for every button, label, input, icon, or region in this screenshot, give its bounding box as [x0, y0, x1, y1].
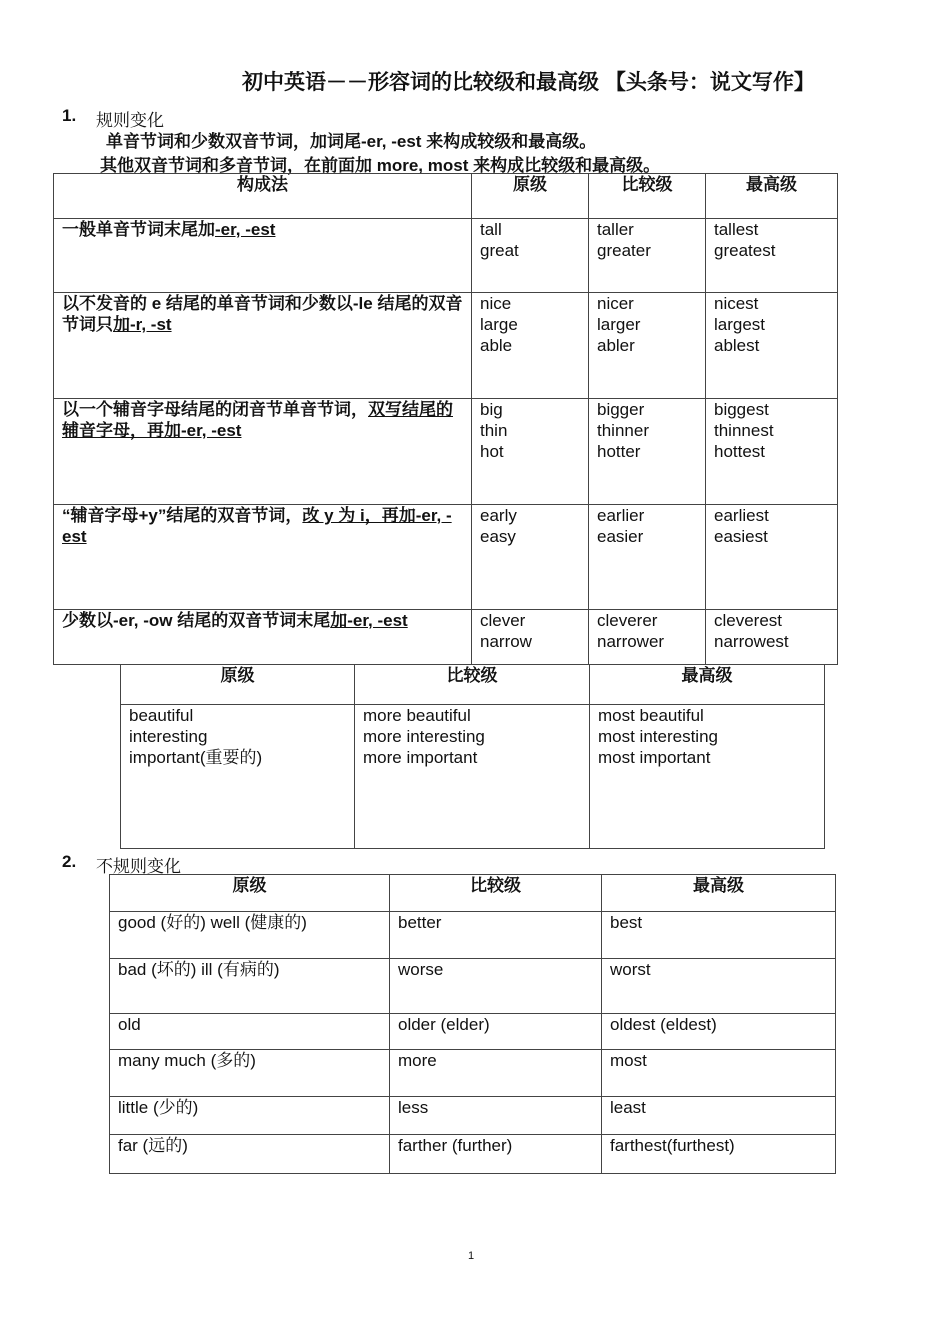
- comparative-word: more interesting: [363, 727, 485, 746]
- rule-underlined-text: 改 y 为 i，再加-er, -est: [62, 506, 452, 546]
- rule-text: 少数以-er, -ow 结尾的双音节词末尾: [62, 611, 331, 630]
- header-base: 原级: [121, 665, 355, 705]
- base-cell: many much (多的): [110, 1050, 390, 1097]
- header-superlative: 最高级: [590, 665, 825, 705]
- superlative-cell: [706, 505, 838, 610]
- base-cell: [472, 293, 589, 399]
- rule-text: 以不发音的 e 结尾的单音节词和少数以-le 结尾的双音节词只: [62, 294, 463, 334]
- comparative-word: nicer: [597, 294, 634, 313]
- table-header-row: [54, 174, 838, 219]
- header-superlative: 最高级: [706, 174, 838, 219]
- superlative-cell: [706, 219, 838, 293]
- base-word: easy: [480, 527, 516, 546]
- superlative-word: narrowest: [714, 632, 789, 651]
- base-cell: bad (坏的) ill (有病的): [110, 959, 390, 1014]
- base-cell: good (好的) well (健康的): [110, 912, 390, 959]
- header-method: 构成法: [54, 174, 472, 219]
- rule-underlined-text: -er, -est: [215, 220, 276, 239]
- superlative-word: biggest: [714, 400, 769, 419]
- header-base: 原级: [472, 174, 589, 219]
- superlative-word: most interesting: [598, 727, 718, 746]
- comparative-cell: better: [390, 912, 602, 959]
- base-cell: [472, 610, 589, 665]
- base-word: clever: [480, 611, 526, 630]
- header-superlative: 最高级: [602, 875, 836, 912]
- superlative-word: nicest: [714, 294, 759, 313]
- superlative-word: earliest: [714, 506, 769, 525]
- comparative-word: narrower: [597, 632, 665, 651]
- section-1-number: 1.: [62, 106, 77, 125]
- rule-cell: [54, 610, 472, 665]
- header-comparative: 比较级: [589, 174, 706, 219]
- comparative-cell: [589, 505, 706, 610]
- table-row: [54, 399, 838, 505]
- table-row: [110, 1050, 836, 1097]
- table-row: [110, 1014, 836, 1050]
- comparative-cell: [589, 399, 706, 505]
- base-cell: far (远的): [110, 1135, 390, 1174]
- rule-cell: [54, 293, 472, 399]
- comparative-word: easier: [597, 527, 644, 546]
- table-row: [54, 219, 838, 293]
- rule-underlined-text: 双写结尾的辅音字母，再加-er, -est: [62, 400, 453, 440]
- superlative-cell: worst: [602, 959, 836, 1014]
- superlative-cell: most: [602, 1050, 836, 1097]
- comparative-word: greater: [597, 241, 651, 260]
- superlative-cell: [706, 399, 838, 505]
- comparative-word: more beautiful: [363, 706, 471, 725]
- superlative-word: largest: [714, 315, 766, 334]
- comparative-cell: less: [390, 1097, 602, 1135]
- superlative-cell: best: [602, 912, 836, 959]
- more-most-table: [120, 664, 825, 849]
- rule-underlined-text: 加-r, -st: [113, 315, 172, 334]
- superlative-word: greatest: [714, 241, 776, 260]
- superlative-cell: least: [602, 1097, 836, 1135]
- superlative-word: easiest: [714, 527, 768, 546]
- superlative-cell: [706, 610, 838, 665]
- base-word: hot: [480, 442, 504, 461]
- rule-underlined-text: 加-er, -est: [330, 611, 408, 630]
- table-row: [54, 293, 838, 399]
- superlative-cell: [590, 705, 825, 849]
- section-2-number: 2.: [62, 852, 77, 871]
- base-cell: [472, 399, 589, 505]
- comparative-word: cleverer: [597, 611, 658, 630]
- base-word: great: [480, 241, 519, 260]
- section-1-line-1: 单音节词和少数双音节词，加词尾-er, -est 来构成较级和最高级。: [106, 132, 597, 151]
- base-cell: [472, 219, 589, 293]
- base-word: narrow: [480, 632, 532, 651]
- header-comparative: 比较级: [390, 875, 602, 912]
- regular-forms-table: [53, 173, 838, 665]
- page-number: 1: [468, 1250, 475, 1262]
- base-word: big: [480, 400, 503, 419]
- header-base: 原级: [110, 875, 390, 912]
- table-row: [54, 505, 838, 610]
- base-cell: old: [110, 1014, 390, 1050]
- rule-text: “辅音字母+y”结尾的双音节词，: [62, 506, 303, 525]
- base-cell: [121, 705, 355, 849]
- comparative-word: abler: [597, 336, 635, 355]
- comparative-cell: [589, 219, 706, 293]
- superlative-cell: oldest (eldest): [602, 1014, 836, 1050]
- comparative-word: larger: [597, 315, 641, 334]
- base-word: important(重要的): [129, 748, 263, 767]
- section-2-heading: 不规则变化: [96, 857, 181, 876]
- comparative-word: more important: [363, 748, 478, 767]
- table-row: [54, 610, 838, 665]
- base-word: thin: [480, 421, 508, 440]
- superlative-cell: farthest(furthest): [602, 1135, 836, 1174]
- base-word: early: [480, 506, 517, 525]
- base-word: interesting: [129, 727, 208, 746]
- rule-cell: [54, 505, 472, 610]
- table-row: [110, 1097, 836, 1135]
- comparative-cell: farther (further): [390, 1135, 602, 1174]
- rule-text: 以一个辅音字母结尾的闭音节单音节词，: [62, 400, 368, 419]
- base-word: beautiful: [129, 706, 194, 725]
- base-word: able: [480, 336, 513, 355]
- section-1-heading: 规则变化: [96, 111, 164, 130]
- superlative-word: hottest: [714, 442, 766, 461]
- superlative-word: most important: [598, 748, 711, 767]
- base-word: nice: [480, 294, 512, 313]
- rule-text: 一般单音节词末尾加: [62, 220, 215, 239]
- comparative-word: earlier: [597, 506, 645, 525]
- table-row: [110, 912, 836, 959]
- comparative-cell: worse: [390, 959, 602, 1014]
- header-comparative: 比较级: [355, 665, 590, 705]
- comparative-word: thinner: [597, 421, 649, 440]
- section-1-line-2: 其他双音节词和多音节词，在前面加 more, most 来构成比较级和最高级。: [100, 156, 661, 175]
- superlative-word: cleverest: [714, 611, 783, 630]
- table-row: [121, 705, 825, 849]
- comparative-cell: [589, 293, 706, 399]
- comparative-word: taller: [597, 220, 634, 239]
- base-word: large: [480, 315, 518, 334]
- base-word: tall: [480, 220, 502, 239]
- comparative-word: bigger: [597, 400, 645, 419]
- base-cell: [472, 505, 589, 610]
- comparative-word: hotter: [597, 442, 641, 461]
- table-header-row: [110, 875, 836, 912]
- comparative-cell: [355, 705, 590, 849]
- comparative-cell: more: [390, 1050, 602, 1097]
- superlative-word: tallest: [714, 220, 759, 239]
- superlative-word: thinnest: [714, 421, 774, 440]
- table-row: [110, 1135, 836, 1174]
- comparative-cell: [589, 610, 706, 665]
- table-header-row: [121, 665, 825, 705]
- superlative-word: ablest: [714, 336, 760, 355]
- superlative-cell: [706, 293, 838, 399]
- rule-cell: [54, 399, 472, 505]
- superlative-word: most beautiful: [598, 706, 704, 725]
- rule-cell: [54, 219, 472, 293]
- base-cell: little (少的): [110, 1097, 390, 1135]
- table-row: [110, 959, 836, 1014]
- comparative-cell: older (elder): [390, 1014, 602, 1050]
- irregular-forms-table: [109, 874, 836, 1174]
- page-title: 初中英语－－形容词的比较级和最高级 【头条号：说文写作】: [242, 71, 815, 94]
